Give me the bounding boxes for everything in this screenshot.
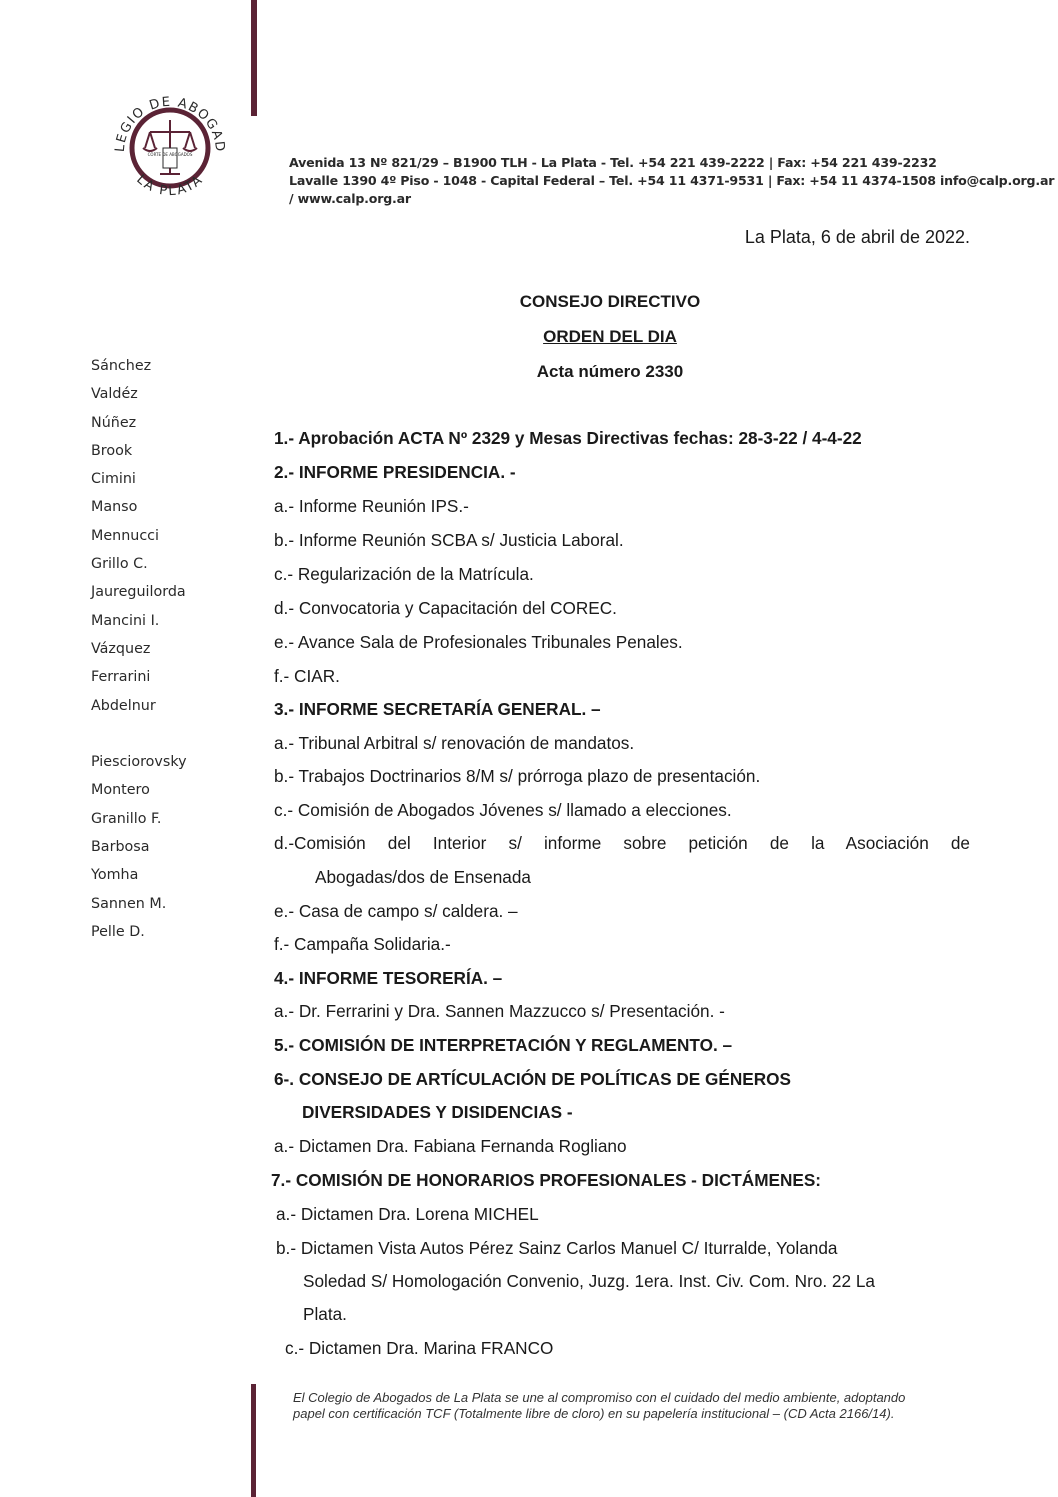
member-name: Valdéz xyxy=(91,386,138,403)
header-address xyxy=(289,154,1055,208)
agenda-subitem: d.- Convocatoria y Capacitación del COREC. xyxy=(274,598,617,618)
address-line-1: Avenida 13 Nº 821/29 – B1900 TLH - La Plata - Tel. +54 221 439-2222 | Fax: +54 221 439-2232 xyxy=(289,155,937,170)
agenda-subitem: c.- Regularización de la Matrícula. xyxy=(274,564,534,584)
agenda-subitem-cont: Soledad S/ Homologación Convenio, Juzg. 1era. Inst. Civ. Com. Nro. 22 La xyxy=(303,1271,875,1291)
footer-line-2: papel con certificación TCF (Totalmente libre de cloro) en su papelería institucional – (CD Acta 2166/14). xyxy=(293,1406,895,1421)
members-list xyxy=(91,352,251,946)
agenda-subitem: f.- Campaña Solidaria.- xyxy=(274,934,451,954)
agenda-subitem: a.- Dictamen Dra. Lorena MICHEL xyxy=(276,1204,539,1224)
agenda-subitem: a.- Informe Reunión IPS.- xyxy=(274,496,469,516)
member-name: Piesciorovsky xyxy=(91,754,187,771)
agenda-item-3: 3.- INFORME SECRETARÍA GENERAL. – xyxy=(274,699,601,719)
agenda-subitem: b.- Dictamen Vista Autos Pérez Sainz Carlos Manuel C/ Iturralde, Yolanda xyxy=(276,1238,838,1258)
title-consejo: CONSEJO DIRECTIVO xyxy=(519,292,701,311)
member-name: Jaureguilorda xyxy=(91,584,186,601)
agenda-item-6-cont: DIVERSIDADES Y DISIDENCIAS - xyxy=(302,1102,573,1122)
seal-arc-bottom: LA PLATA xyxy=(133,172,207,200)
member-name: Núñez xyxy=(91,414,137,431)
agenda-subitem: d.-Comisión del Interior s/ informe sobre petición de la Asociación de xyxy=(274,833,970,853)
header-accent-bar xyxy=(251,0,257,116)
seal-inner-label: CORTE DE ABOGADOS xyxy=(147,152,193,157)
svg-text:LA PLATA xyxy=(133,172,206,199)
agenda-subitem: a.- Tribunal Arbitral s/ renovación de mandatos. xyxy=(274,733,635,753)
agenda-item-5: 5.- COMISIÓN DE INTERPRETACIÓN Y REGLAMENTO. – xyxy=(274,1035,733,1055)
agenda-subitem: c.- Dictamen Dra. Marina FRANCO xyxy=(285,1338,554,1358)
member-name: Brook xyxy=(91,442,133,459)
agenda-subitem: a.- Dr. Ferrarini y Dra. Sannen Mazzucco s/ Presentación. - xyxy=(274,1001,725,1021)
seal-arc-top: LEGIO DE ABOGAD xyxy=(112,94,228,154)
agenda-subitem: f.- CIAR. xyxy=(274,666,340,686)
agenda-subitem-cont: Abogadas/dos de Ensenada xyxy=(315,867,531,887)
document-date: La Plata, 6 de abril de 2022. xyxy=(744,227,970,247)
agenda-item-6: 6-. CONSEJO DE ARTÍCULACIÓN DE POLÍTICAS DE GÉNEROS xyxy=(274,1069,791,1089)
agenda-subitem: a.- Dictamen Dra. Fabiana Fernanda Rogliano xyxy=(274,1136,627,1156)
agenda-subitem-cont: Plata. xyxy=(303,1304,347,1324)
member-name: Vázquez xyxy=(91,640,151,657)
agenda-subitem: b.- Trabajos Doctrinarios 8/M s/ prórroga plazo de presentación. xyxy=(274,766,761,786)
footer-accent-bar xyxy=(251,1384,256,1497)
agenda-item-7: 7.- COMISIÓN DE HONORARIOS PROFESIONALES - DICTÁMENES: xyxy=(271,1170,822,1190)
footer-line-1: El Colegio de Abogados de La Plata se une al compromiso con el cuidado del medio ambiente, adoptando xyxy=(293,1390,906,1405)
member-name: Montero xyxy=(91,782,150,799)
address-line-3: / www.calp.org.ar xyxy=(289,191,411,206)
title-orden: ORDEN DEL DIA xyxy=(543,327,677,346)
agenda-item-2: 2.- INFORME PRESIDENCIA. - xyxy=(274,462,516,482)
title-acta: Acta número 2330 xyxy=(536,362,684,381)
member-name: Pelle D. xyxy=(91,923,145,940)
member-name: Granillo F. xyxy=(91,810,162,827)
member-name: Mancini I. xyxy=(91,612,160,629)
agenda-subitem: e.- Avance Sala de Profesionales Tribunales Penales. xyxy=(274,632,683,652)
member-name: Cimini xyxy=(91,471,136,488)
member-name: Ferrarini xyxy=(91,669,151,686)
agenda-subitem: c.- Comisión de Abogados Jóvenes s/ llamado a elecciones. xyxy=(274,800,732,820)
seal-icon xyxy=(100,82,240,212)
member-name: Yomha xyxy=(91,867,139,884)
agenda-subitem: b.- Informe Reunión SCBA s/ Justicia Laboral. xyxy=(274,530,624,550)
footer-note xyxy=(293,1390,983,1422)
member-name: Sannen M. xyxy=(91,895,167,912)
colegio-logo xyxy=(100,82,240,212)
member-name: Grillo C. xyxy=(91,556,148,573)
member-name: Abdelnur xyxy=(91,697,156,714)
agenda-item-1: 1.- Aprobación ACTA Nº 2329 y Mesas Directivas fechas: 28-3-22 / 4-4-22 xyxy=(274,428,862,448)
member-name: Manso xyxy=(91,499,138,516)
address-line-2: Lavalle 1390 4º Piso - 1048 - Capital Federal – Tel. +54 11 4371-9531 | Fax: +54 11 4374-1508 info@calp.org.ar xyxy=(289,173,1055,188)
member-name: Barbosa xyxy=(91,839,150,856)
member-name: Mennucci xyxy=(91,527,160,544)
agenda-item-4: 4.- INFORME TESORERÍA. – xyxy=(274,968,503,988)
member-name: Sánchez xyxy=(91,358,152,374)
agenda-subitem: e.- Casa de campo s/ caldera. – xyxy=(274,901,518,921)
